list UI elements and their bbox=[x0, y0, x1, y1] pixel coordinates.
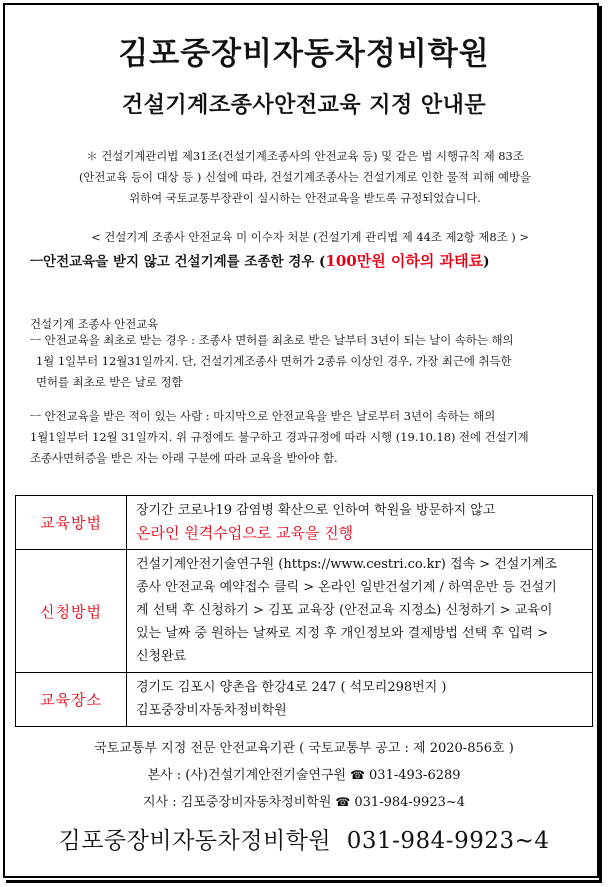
intro-line: ＊ 건설기계관리법 제31조(건설기계조종사의 안전교육 등) 및 같은 법 시행규칙 제 83조 bbox=[86, 149, 524, 163]
phone-icon: ☎ bbox=[335, 795, 351, 809]
content-line: 있는 날짜 중 원하는 날짜로 지정 후 개인정보와 결제방법 선택 후 입력 > bbox=[136, 626, 549, 641]
penalty-text bbox=[30, 250, 490, 271]
section-line: ㅡ 안전교육을 받은 적이 있는 사람 : 마지막으로 안전교육을 받은 날로부터 3년이 속하는 해의 bbox=[30, 409, 496, 423]
table-row bbox=[16, 673, 593, 727]
bottom-contact: 김포중장비자동차정비학원 031-984-9923~4 bbox=[58, 828, 550, 854]
section-line: 1월 1일부터 12월31일까지. 단, 건설기계조종사 면허가 2종류 이상인 경우, 가장 최근에 취득한 bbox=[36, 354, 512, 368]
phone-icon: ☎ bbox=[350, 768, 366, 782]
info-table bbox=[15, 495, 593, 727]
section-item-repeat-training bbox=[30, 406, 580, 469]
section-line: ㅡ 안전교육을 최초로 받는 경우 : 조종사 면허를 최초로 받은 날부터 3년이 되는 날이 속하는 해의 bbox=[30, 333, 514, 347]
penalty-condition: ㅡ안전교육을 받지 않고 건설기계를 조종한 경우 ( bbox=[30, 254, 326, 270]
page-subtitle: 건설기계조종사안전교육 지정 안내문 bbox=[121, 92, 487, 118]
row-label-method: 교육방법 bbox=[16, 496, 127, 550]
section-line: 면허를 최초로 받은 날로 정함 bbox=[36, 375, 183, 389]
hq-phone: 031-493-6289 bbox=[369, 768, 461, 783]
content-line: 종사 안전교육 예약접수 클릭 > 온라인 일반건설기계 / 하역운반 등 건설기 bbox=[136, 580, 557, 595]
section-item-first-training bbox=[30, 330, 580, 393]
content-line: 계 선택 후 신청하기 > 김포 교육장 (안전교육 지정소) 신청하기 > 교육이 bbox=[136, 603, 553, 618]
footer-hq bbox=[0, 762, 608, 789]
table-row bbox=[16, 496, 593, 550]
row-content-location bbox=[127, 673, 593, 727]
content-line-highlight: 온라인 원격수업으로 교육을 진행 bbox=[136, 524, 354, 542]
content-line: 경기도 김포시 양촌읍 한강4로 247 ( 석모리298번지 ) bbox=[136, 680, 447, 695]
table-row bbox=[16, 550, 593, 673]
intro-line: (안전교육 등이 대상 등 ) 신설에 따라, 건설기계조종사는 건설기계로 인한 물적 피해 예방을 bbox=[78, 170, 532, 184]
intro-paragraph bbox=[30, 146, 580, 209]
branch-phone: 031-984-9923~4 bbox=[354, 795, 466, 810]
hq-name: 본사 : (사)건설기계안전기술연구원 bbox=[147, 768, 347, 783]
footer-agency: 국토교통부 지정 전문 안전교육기관 ( 국토교통부 공고 : 제 2020-856호 ) bbox=[94, 741, 514, 756]
penalty-heading: < 건설기계 조종사 안전교육 미 이수자 처분 (건설기계 관리법 제 44조 제2항 제8조 ) > bbox=[91, 230, 529, 244]
row-content-method bbox=[127, 496, 593, 550]
content-line: 장기간 코로나19 감염병 확산으로 인하여 학원을 방문하지 않고 bbox=[136, 503, 496, 518]
row-content-apply bbox=[127, 550, 593, 673]
content-line: 신청완료 bbox=[136, 649, 187, 664]
section-title: 건설기계 조종사 안전교육 bbox=[30, 317, 159, 331]
penalty-amount: 100만원 이하의 과태료 bbox=[325, 252, 484, 270]
page-title: 김포중장비자동차정비학원 bbox=[118, 36, 490, 72]
section-line: 1월1일부터 12월 31일까지. 위 규정에도 불구하고 경과규정에 따라 시행 (19.10.18) 전에 건설기계 bbox=[30, 430, 529, 444]
intro-line: 위하여 국토교통부장관이 실시하는 안전교육을 받도록 규정되었습니다. bbox=[129, 191, 481, 205]
content-line: 김포중장비자동차정비학원 bbox=[136, 703, 287, 718]
footer-branch bbox=[0, 789, 608, 816]
penalty-close: ) bbox=[483, 254, 490, 270]
section-line: 조종사면허증을 받은 자는 아래 구분에 따라 교육을 받아야 함. bbox=[30, 451, 338, 465]
branch-name: 지사 : 김포중장비자동차정비학원 bbox=[142, 795, 332, 810]
row-label-location: 교육장소 bbox=[16, 673, 127, 727]
row-label-apply: 신청방법 bbox=[16, 550, 127, 673]
footer-info bbox=[0, 736, 608, 816]
content-line: 건설기계안전기술연구원 (https://www.cestri.co.kr) 접속 > 건설기계조 bbox=[136, 557, 558, 572]
